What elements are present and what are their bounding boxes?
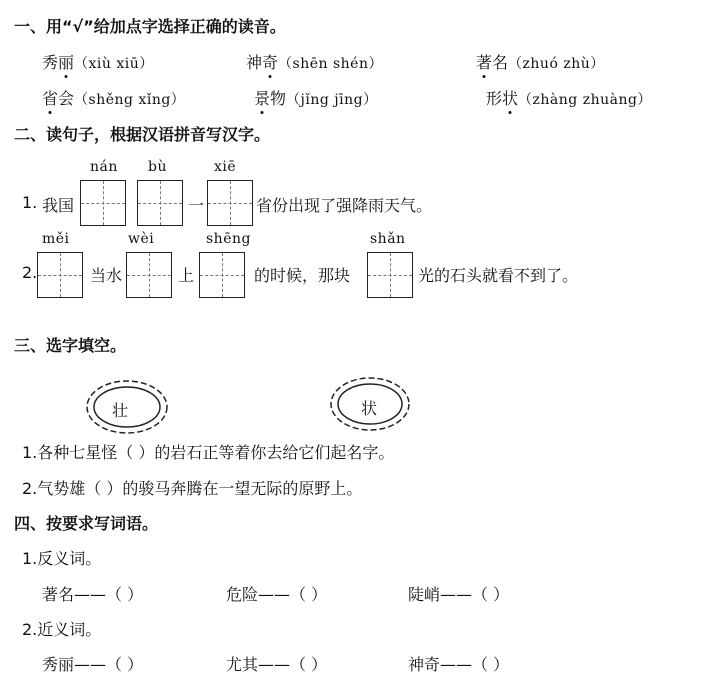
synonym-item-3[interactable]: 神奇——（ ）: [408, 655, 510, 674]
fill-question-2[interactable]: 2.气势雄（ ）的骏马奔腾在一望无际的原野上。: [22, 479, 363, 498]
synonym-item-1[interactable]: 秀丽——（ ）: [42, 655, 144, 674]
write-box-sheng[interactable]: [199, 252, 245, 298]
antonym-item-2[interactable]: 危险——（ ）: [226, 585, 328, 604]
item-xingzhuang[interactable]: 形状（zhàng zhuàng）: [486, 86, 652, 109]
s2-part1: 当水: [90, 266, 123, 285]
write-box-shan[interactable]: [367, 252, 413, 298]
item-shenqi[interactable]: 神奇（shēn shén）: [246, 50, 383, 73]
item-shenghui[interactable]: 省会（shěng xǐng）: [42, 86, 185, 109]
pinyin-bu: bù: [148, 159, 167, 175]
antonym-item-1[interactable]: 著名——（ ）: [42, 585, 144, 604]
antonym-item-3[interactable]: 陡峭——（ ）: [408, 585, 510, 604]
write-box-nan[interactable]: [80, 180, 126, 226]
write-box-mei[interactable]: [37, 252, 83, 298]
pinyin-xie: xiē: [214, 159, 237, 175]
option-zhuang-shape: 状: [361, 399, 378, 418]
pinyin-sheng: shēng: [206, 231, 251, 247]
s2-part3: 的时候，那块: [254, 266, 351, 285]
s1-mid: 一: [188, 196, 205, 215]
s1-end: 省份出现了强降雨天气。: [256, 196, 433, 215]
s2-part4: 光的石头就看不到了。: [418, 266, 579, 285]
s1-number: 1.: [22, 193, 38, 212]
write-box-wei[interactable]: [126, 252, 172, 298]
s1-start: 我国: [42, 196, 75, 215]
write-box-bu[interactable]: [137, 180, 183, 226]
pinyin-shan: shǎn: [370, 231, 406, 247]
item-zhuming[interactable]: 著名（zhuó zhù）: [476, 50, 605, 73]
section3-heading: 三、选字填空。: [14, 336, 127, 355]
s2-number: 2.: [22, 263, 38, 282]
synonym-item-2[interactable]: 尤其——（ ）: [226, 655, 328, 674]
synonym-title: 2.近义词。: [22, 620, 102, 639]
section2-heading: 二、读句子，根据汉语拼音写汉字。: [14, 125, 271, 144]
write-box-xie[interactable]: [207, 180, 253, 226]
section1-heading: 一、用“√”给加点字选择正确的读音。: [14, 17, 286, 36]
section4-heading: 四、按要求写词语。: [14, 514, 159, 533]
s2-part2: 上: [178, 266, 195, 285]
pinyin-nan: nán: [90, 159, 118, 175]
fill-question-1[interactable]: 1.各种七星怪（ ）的岩石正等着你去给它们起名字。: [22, 443, 395, 462]
item-jingwu[interactable]: 景物（jǐng jīng）: [254, 86, 378, 109]
antonym-title: 1.反义词。: [22, 549, 102, 568]
item-xiuli[interactable]: 秀丽（xiù xiū）: [42, 50, 154, 73]
option-zhuang-strong: 壮: [112, 401, 129, 420]
pinyin-wei: wèi: [128, 231, 155, 247]
pinyin-mei: měi: [42, 231, 70, 247]
